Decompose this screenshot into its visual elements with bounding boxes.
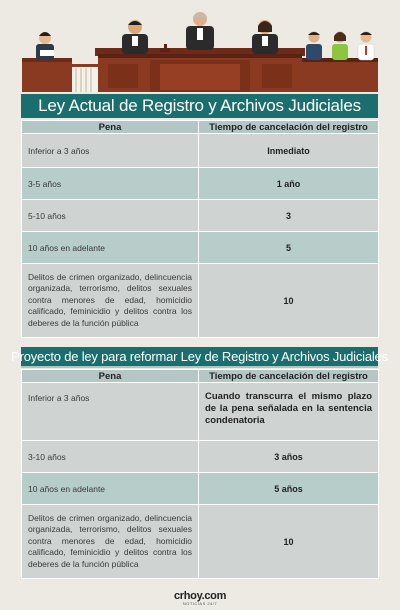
tiempo-cell: 3 <box>199 200 379 232</box>
table-row <box>22 264 379 338</box>
pena-cell: Inferior a 3 años <box>22 383 199 441</box>
column-header-tiempo: Tiempo de cancelación del registro <box>199 370 379 383</box>
table-row <box>22 168 379 200</box>
logo-text: crhoy.com <box>173 590 227 602</box>
pena-cell: 3-5 años <box>22 168 199 200</box>
table-row <box>22 473 379 505</box>
table-row <box>22 232 379 264</box>
tiempo-cell: 5 <box>199 232 379 264</box>
pena-cell: 10 años en adelante <box>22 473 199 505</box>
section-title-bill: Proyecto de ley para reformar Ley de Registro y Archivos Judiciales <box>21 347 378 368</box>
bill-table <box>21 369 379 579</box>
table-row <box>22 134 379 168</box>
courtroom-judges-icon <box>0 0 400 94</box>
logo-subtitle: NOTICIAS 24/7 <box>182 601 218 606</box>
pena-cell: 3-10 años <box>22 441 199 473</box>
tiempo-cell: Inmediato <box>199 134 379 168</box>
pena-cell: 5-10 años <box>22 200 199 232</box>
pena-cell: 10 años en adelante <box>22 232 199 264</box>
tiempo-cell: 10 <box>199 264 379 338</box>
column-header-tiempo: Tiempo de cancelación del registro <box>199 121 379 134</box>
pena-cell: Inferior a 3 años <box>22 134 199 168</box>
column-header-pena: Pena <box>22 370 199 383</box>
crhoy-logo <box>0 590 400 606</box>
section-title-current-law: Ley Actual de Registro y Archivos Judiciales <box>21 94 378 118</box>
pena-cell: Delitos de crimen organizado, delincuencia organizada, terrorismo, delitos sexuales contra menores de edad, homicidio calificado, feminicidio y delitos contra los deberes de la función pública <box>22 505 199 579</box>
tiempo-cell: 5 años <box>199 473 379 505</box>
table-row <box>22 383 379 441</box>
tiempo-cell: Cuando transcurra el mismo plazo de la pena señalada en la sentencia condenatoria <box>199 383 379 441</box>
column-header-pena: Pena <box>22 121 199 134</box>
table-row <box>22 441 379 473</box>
tiempo-cell: 10 <box>199 505 379 579</box>
tiempo-cell: 3 años <box>199 441 379 473</box>
table-row <box>22 200 379 232</box>
current-law-table <box>21 120 379 338</box>
pena-cell: Delitos de crimen organizado, delincuencia organizada, terrorismo, delitos sexuales contra menores de edad, homicidio calificado, feminicidio y delitos contra los deberes de la función pública <box>22 264 199 338</box>
table-row <box>22 505 379 579</box>
tiempo-cell: 1 año <box>199 168 379 200</box>
